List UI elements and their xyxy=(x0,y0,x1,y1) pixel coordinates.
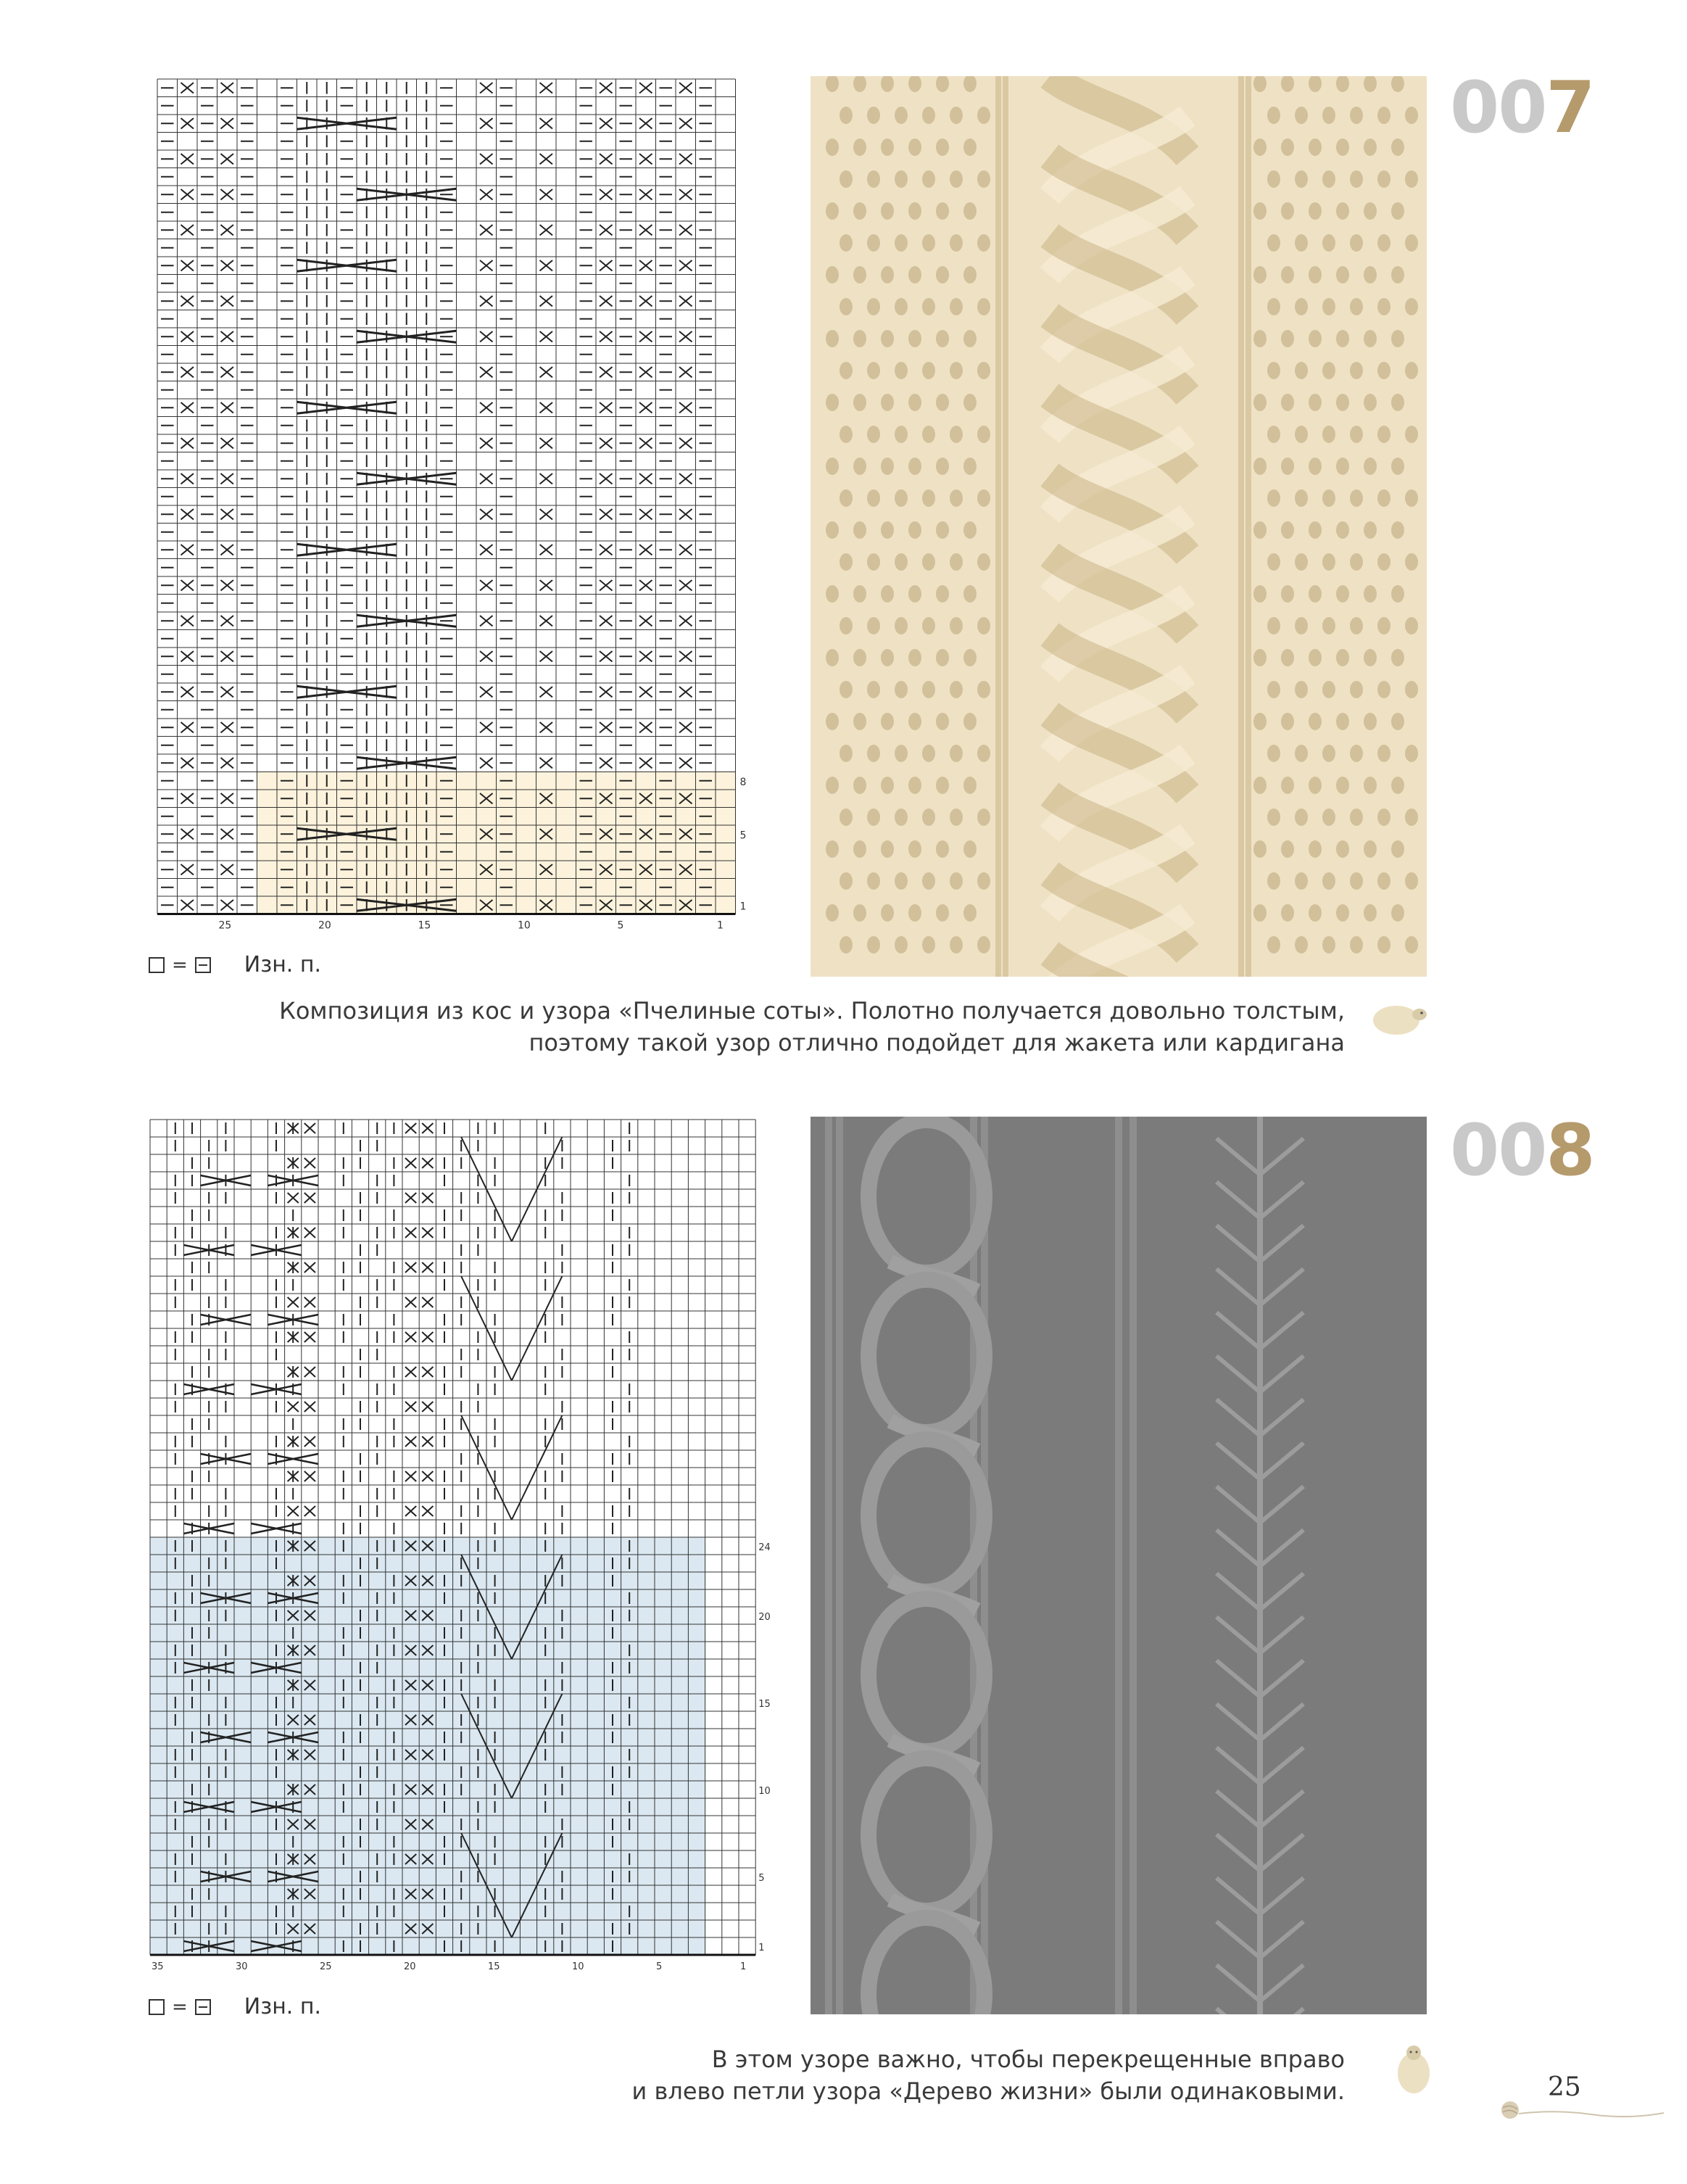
chart-tick-label: 1 xyxy=(717,919,724,932)
chart-grid-008 xyxy=(149,1117,772,1998)
gray-knit-swatch xyxy=(811,1117,1427,2014)
chart-row-label: 1 xyxy=(739,901,747,913)
chart-tick-label: 20 xyxy=(318,919,331,932)
footer-yarn-line xyxy=(1519,2106,1664,2121)
chart-tick-label: 15 xyxy=(418,919,431,932)
chart-tick-label: 5 xyxy=(617,919,624,932)
chart-row-label: 5 xyxy=(739,830,747,842)
legend-label: Изн. п. xyxy=(244,952,322,977)
pattern-number-008 xyxy=(1450,1109,1594,1192)
caption-008 xyxy=(185,2043,1345,2107)
chart-tick-label: 20 xyxy=(404,1961,416,1972)
purl-symbol-icon xyxy=(195,1999,211,2015)
sheep-icon xyxy=(1370,997,1428,1041)
chart-tick-label: 1 xyxy=(740,1961,747,1972)
chart-tick-label: 30 xyxy=(236,1961,248,1972)
chart-row-label: 1 xyxy=(758,1943,765,1953)
caption-line: В этом узоре важно, чтобы перекрещенные вправо xyxy=(711,2046,1345,2073)
chart-grid-007 xyxy=(149,76,772,950)
empty-cell-symbol-icon xyxy=(149,1999,165,2015)
chart-row-label: 24 xyxy=(758,1542,771,1553)
pattern-number-accent: 7 xyxy=(1546,67,1594,149)
legend-equals: = xyxy=(172,1995,188,2018)
chart-tick-label: 5 xyxy=(656,1961,663,1972)
chart-tick-label: 10 xyxy=(518,919,531,932)
chart-tick-label: 25 xyxy=(320,1961,332,1972)
caption-line: и влево петли узора «Дерево жизни» были одинаковыми. xyxy=(631,2077,1345,2105)
knit-photo-008 xyxy=(811,1117,1427,2014)
purl-symbol-icon xyxy=(195,957,211,973)
empty-cell-symbol-icon xyxy=(149,957,165,973)
knitting-chart-007 xyxy=(149,76,772,950)
caption-line: поэтому такой узор отлично подойдет для жакета или кардигана xyxy=(529,1029,1345,1056)
chart-row-label: 8 xyxy=(739,777,747,788)
pattern-number-gray: 00 xyxy=(1450,1109,1546,1192)
chart-row-label: 5 xyxy=(758,1873,765,1884)
cream-knit-swatch xyxy=(811,76,1427,977)
chart-tick-label: 25 xyxy=(218,919,232,932)
page-number: 25 xyxy=(1548,2072,1581,2102)
legend-008 xyxy=(149,1994,321,2019)
chart-tick-label: 35 xyxy=(152,1961,164,1972)
chart-tick-label: 10 xyxy=(572,1961,584,1972)
legend-label: Изн. п. xyxy=(244,1994,322,2019)
sheep-icon xyxy=(1392,2041,1435,2099)
chart-row-label: 20 xyxy=(758,1612,771,1623)
yarn-ball-icon xyxy=(1499,2099,1521,2121)
chart-row-label: 15 xyxy=(758,1699,771,1710)
legend-007 xyxy=(149,952,321,977)
caption-007 xyxy=(185,995,1345,1059)
caption-line: Композиция из кос и узора «Пчелиные соты». Полотно получается довольно толстым, xyxy=(279,997,1345,1025)
knitting-chart-008 xyxy=(149,1117,772,1998)
legend-equals: = xyxy=(172,954,188,976)
pattern-number-007 xyxy=(1450,67,1594,149)
knit-photo-007 xyxy=(811,76,1427,977)
pattern-number-gray: 00 xyxy=(1450,67,1546,149)
chart-row-label: 10 xyxy=(758,1786,771,1797)
pattern-number-accent: 8 xyxy=(1546,1109,1594,1192)
chart-tick-label: 15 xyxy=(488,1961,500,1972)
